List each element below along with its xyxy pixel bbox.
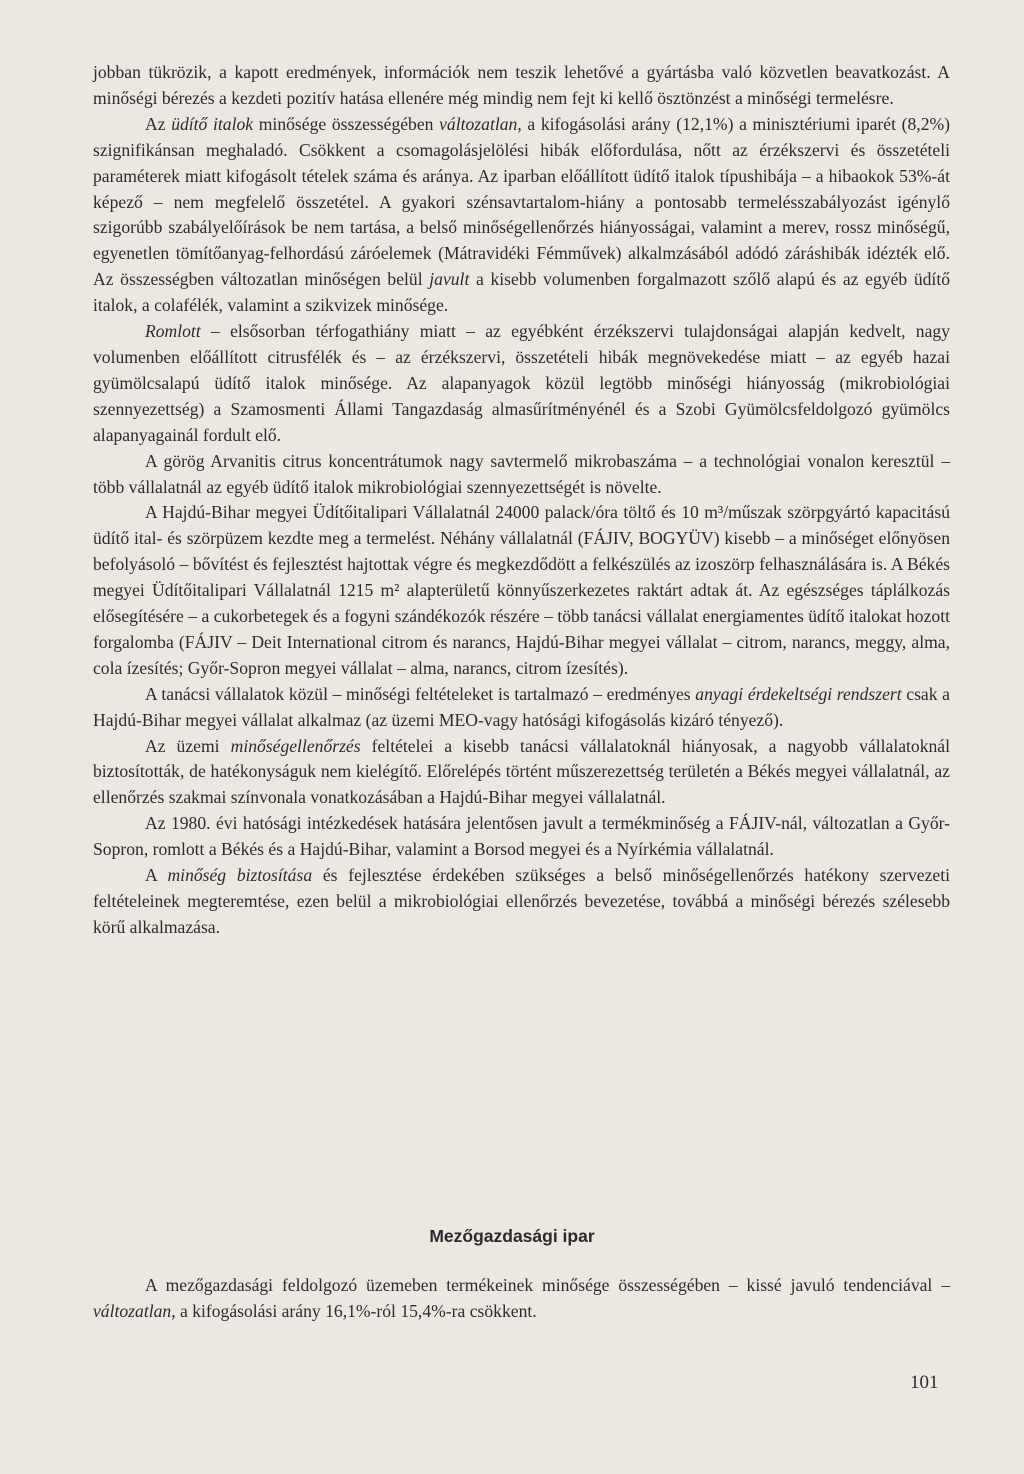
italic-text: minőségellenőrzés xyxy=(230,735,361,756)
italic-text: változatlan xyxy=(93,1300,172,1321)
text-run: csak a Hajdú-Bihar megyei vállalat alkalmaz (az üzemi MEO-vagy hatósági kifogásolás kizáró tényező). xyxy=(93,683,950,730)
italic-text: Romlott xyxy=(145,321,201,342)
page-number: 101 xyxy=(910,1372,939,1393)
text-run: A Hajdú-Bihar megyei Üdítőitalipari Vállalatnál 24000 palack/óra töltő és 10 m³/műszak szörpgyártó kapacitású üdítő ital- és szörpüzem kezdte meg a termelést. Néhány vállalatnál (FÁJIV, BOGYÜV) kisebb – a minőséget előnyösen befolyásoló – bővítést és fejlesztést hajtottak végre és megkezdődött a felkészülés az izoszörp felhasználására is. A Békés megyei Üdítőitalipari Vállalatnál 1215 m² alapterületű könnyűszerkezetes raktárt adtak át. Az egészséges táplálkozás elősegítésére – a cukorbetegek és a fogyni szándékozók részére – több tanácsi vállalat energiamentes üdítő italokat hozott forgalomba (FÁJIV – Deit International citrom és narancs, Hajdú-Bihar megyei vállalat – citrom, narancs, meggy, alma, cola ízesítés; Győr-Sopron megyei vállalat – alma, narancs, citrom ízesítés). xyxy=(93,502,950,678)
paragraph xyxy=(93,682,950,734)
text-run: Az üzemi xyxy=(145,735,231,756)
paragraph xyxy=(93,449,950,501)
paragraph xyxy=(93,500,950,681)
paragraph xyxy=(93,811,950,863)
text-run: A tanácsi vállalatok közül – minőségi feltételeket is tartalmazó – eredményes xyxy=(145,683,696,704)
text-run: A mezőgazdasági feldolgozó üzemeben termékeinek minősége összességében – kissé javuló tendenciával – xyxy=(145,1275,950,1295)
italic-text: anyagi érdekeltségi rendszert xyxy=(695,683,902,704)
text-run: jobban tükrözik, a kapott eredmények, információk nem teszik lehetővé a gyártásba való közvetlen beavatkozást. A minőségi bérezés a kezdeti pozitív hatása ellenére még mindig nem fejt ki kellő ösztönzést a minőségi termelésre. xyxy=(93,62,950,108)
text-run: , a kifogásolási arány 16,1%-ról 15,4%-ra csökkent. xyxy=(171,1300,537,1321)
body-text xyxy=(93,60,950,941)
italic-text: minőség biztosítása xyxy=(167,865,313,886)
text-run: , a kifogásolási arány (12,1%) a minisztériumi iparét (8,2%) szignifikánsan meghaladó. Csökkent a csomagolásjelölési hibák előfordulása, nőtt az érzékszervi és összetételi paraméterek miatt kifogásolt tételek száma és aránya. Az iparban előállított üdítő italok típushibája – a hibaokok 53%-át képező – nem megfelelő összetétel. A gyakori szénsavtartalom-hiány a pontosabb termelésszabályozást igénylő szigorúbb szabályelőírások be nem tartása, a belső minőségellenőrzés hiányosságai, valamint a merev, rossz minőségű, egyenetlen tömítőanyag-felhordású záróelemek (Mátravidéki Fémművek) alkalmzásából adódó záráshibák idézték elő. Az összességben változatlan minőségen belül xyxy=(93,113,951,290)
paragraph xyxy=(93,319,950,449)
text-run: – elsősorban térfogathiány miatt – az egyébként érzékszervi tulajdonságai alapján kedvelt, nagy volumenben előállított citrusfélék és – az érzékszervi, összetételi hibák megnövekedése miatt – az egyéb hazai gyümölcsalapú üdítő italok minősége. Az alapanyagok közül legtöbb minőségi hiányosság (mikrobiológiai szennyezettség) a Szamosmenti Állami Tangazdaság almasűrítményénél és a Szobi Gyümölcsfeldolgozó gyümölcs alapanyagainál fordult elő. xyxy=(93,321,950,445)
text-run: és fejlesztése érdekében szükséges a belső minőségellenőrzés hatékony szervezeti feltételeinek megteremtése, ezen belül a mikrobiológiai ellenőrzés bevezetése, továbbá a minőségi bérezés szélesebb körű alkalmazása. xyxy=(93,865,950,937)
text-run: A xyxy=(145,865,168,886)
text-run: a kisebb volumenben forgalmazott szőlő alapú és az egyéb üdítő italok, a colafélék, valamint a szikvizek minősége. xyxy=(93,269,951,316)
italic-text: változatlan xyxy=(439,113,518,134)
paragraph xyxy=(93,863,950,941)
text-run: A görög Arvanitis citrus koncentrátumok nagy savtermelő mikrobaszáma – a technológiai vonalon keresztül – több vállalatnál az egyéb üdítő italok mikrobiológiai szennyezettségét is növelte. xyxy=(93,450,950,497)
paragraph xyxy=(93,1273,950,1325)
text-run: Az xyxy=(145,113,172,134)
paragraph xyxy=(93,60,950,112)
text-run: feltételei a kisebb tanácsi vállalatoknál hiányosak, a nagyobb vállalatoknál biztosították, de hatékonyságuk nem kielégítő. Előrelépés történt műszerezettség területén a Békés megyei vállalatnál, az ellenőrzés szakmai színvonala vonatkozásában a Hajdú-Bihar megyei vállalatnál. xyxy=(93,735,950,808)
section-text xyxy=(93,1273,950,1325)
italic-text: üdítő italok xyxy=(171,113,254,134)
paragraph xyxy=(93,112,950,319)
text-run: minősége összességében xyxy=(253,113,440,134)
section-heading: Mezőgazdasági ipar xyxy=(429,1226,595,1246)
italic-text: javult xyxy=(429,269,470,290)
text-run: Az 1980. évi hatósági intézkedések hatására jelentősen javult a termékminőség a FÁJIV-nál, változatlan a Győr-Sopron, romlott a Békés és a Hajdú-Bihar, valamint a Borsod megyei és a Nyírkémia vállalatnál. xyxy=(93,813,950,860)
paragraph xyxy=(93,734,950,812)
